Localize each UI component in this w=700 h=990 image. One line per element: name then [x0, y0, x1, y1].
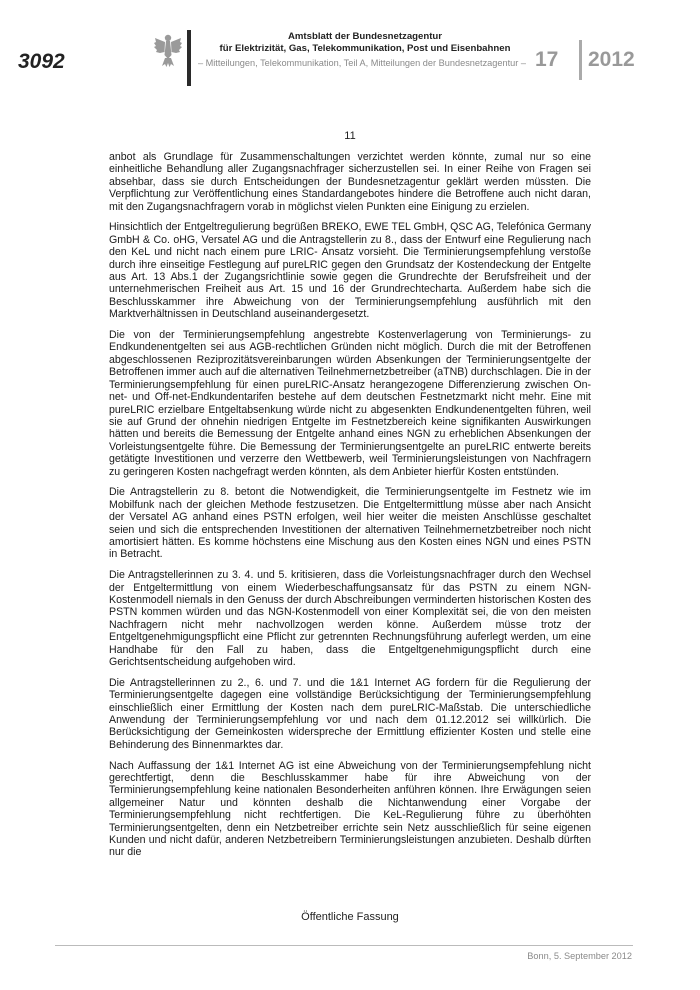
paragraph: Die Antragstellerin zu 8. betont die Notwendigkeit, die Terminierungsentgelte im Festnetz wie im Mobilfunk nach der gleichen Methode festzusetzen. Die Entgeltermittlung müsse aber nach Ansicht der Versatel AG anhand eines PSTN erfolgen, weil hier weiter die meisten Anschlüsse geschaltet seien und sich die entsprechenden Investitionen der alternativen Teilnehmernetzbetreiber noch nicht amortisiert hätten. Es komme höchstens eine Mischung aus den Kosten eines NGN und eines PSTN in Betracht. — [109, 486, 591, 561]
footer-date: Bonn, 5. September 2012 — [527, 951, 632, 961]
footer-divider — [55, 945, 633, 946]
paragraph: anbot als Grundlage für Zusammenschaltungen verzichtet werden könnte, zumal nur so eine einheitliche Behandlung aller Zugangsnachfrager sicherzustellen sei. In einer Reihe von Fragen sei absehbar, dass sie durch Entscheidungen der Bundesnetzagentur geklärt werden müssten. Die Verpflichtung zur Veröffentlichung eines Standardangebotes hindere die Betroffene auch nicht daran, mit den Zugangsnachfragern vorab in möglichst vielen Punkten eine Einigung zu erzielen. — [109, 151, 591, 213]
journal-title-line-2: für Elektrizität, Gas, Telekommunikation, Post und Eisenbahnen — [219, 43, 511, 54]
journal-title-line-1: Amtsblatt der Bundesnetzagentur — [287, 31, 443, 42]
paragraph: Die Antragstellerinnen zu 3. 4. und 5. kritisieren, dass die Vorleistungsnachfrager durch den Wechsel der Entgeltermittlung von einem Wiederbeschaffungsansatz für das PSTN zu einem NGN-Kostenmodell niemals in den Genuss der durch Abschreibungen verminderten historischen Kosten des PSTN kommen würden und das NGN-Kostenmodell von einer Komplexität sei, die von den meisten Nachfragern nicht mehr nachvollzogen werden könne. Außerdem müsse trotz der Entgeltgenehmigungspflicht eine Pflicht zur getrennten Rechnungsführung auferlegt werden, um eine Handhabe für den Fall zu haben, dass die Entgeltgenehmigungspflicht durch eine Gerichtsentscheidung aufgehoben wird. — [109, 569, 591, 668]
body-text — [109, 151, 591, 867]
paragraph: Nach Auffassung der 1&1 Internet AG ist eine Abweichung von der Terminierungsempfehlung nicht gerechtfertigt, denn die Beschlusskammer habe für ihre Abweichung von der Terminierungsempfehlung keine nationalen Besonderheiten anführen können. Ihre Erwägungen seien allgemeiner Natur und könnten deshalb die Nichtanwendung einer Vorgabe der Terminierungsempfehlung nicht rechtfertigen. Die KeL-Regulierung führe zu überhöhten Terminierungsentgelten, denn ein Netzbetreiber errichte sein Netz ausschließlich für seine eigenen Kunden und nicht dafür, anderen Netzbetreibern Terminierungsleistungen anzubieten. Deshalb dürften nur die — [109, 759, 591, 859]
paragraph: Die Antragstellerinnen zu 2., 6. und 7. und die 1&1 Internet AG fordern für die Regulierung der Terminierungsentgelte dagegen eine vollständige Berücksichtigung der Terminierungsempfehlung einschließlich einer Ermittlung der Kosten nach dem pureLRIC-Maßstab. Die unterschiedliche Anwendung der Terminierungsempfehlung vor und nach dem 01.12.2012 sei willkürlich. Die Berücksichtigung der Gemeinkosten widerspreche der Ermittlung effizienter Kosten und stelle eine Behinderung des Binnenmarktes dar. — [109, 676, 591, 751]
federal-eagle-icon — [153, 33, 183, 69]
header-divider — [187, 30, 191, 86]
footer-label: Öffentliche Fassung — [301, 911, 399, 923]
journal-subtitle: – Mitteilungen, Telekommunikation, Teil A, Mitteilungen der Bundesnetzagentur – — [197, 58, 526, 68]
document-page-label: 11 — [344, 130, 356, 142]
issue-divider — [579, 40, 582, 80]
paragraph: Die von der Terminierungsempfehlung angestrebte Kostenverlagerung von Terminierungs- zu Endkundenentgelten sei aus AGB-rechtlichen Gründen nicht möglich. Durch die mit der Betroffenen abgeschlossenen Reziprozitätsvereinbarungen würden Absenkungen der Terminierungsentgelte der Betroffenen immer auch auf die alternativen Teilnehmernetzbetreiber (aTNB) durchschlagen. Die in der Terminierungsempfehlung für einen pureLRIC-Ansatz herangezogene Differenzierung zwischen On-net- und Off-net-Endkundentarifen bestehe auf dem deutschen Festnetzmarkt nicht mehr. Eine mit pureLRIC erzielbare Entgeltabsenkung würde nicht zu abgesenkten Endkundenentgelten führen, weil sie auf Grund der ohnehin niedrigen Entgelte im Festnetzbereich keine signifikanten Auswirkungen hätten und bereits die Bemessung der Entgelte anhand eines NGN zu erheblichen Absenkungen der Vorleistungsentgelte führe. Die Bemessung der Terminierungsentgelte an pureLRIC entwerte bereits getätigte Investitionen und verzerre den Wettbewerb, weil Terminierungsleistungen von Nachfragern zu geringeren Kosten nachgefragt werden könnten, als dem Anbieter hierfür Kosten entstünden. — [109, 329, 591, 478]
journal-title — [200, 31, 530, 55]
paragraph: Hinsichtlich der Entgeltregulierung begrüßen BREKO, EWE TEL GmbH, QSC AG, Telefónica Germany GmbH & Co. oHG, Versatel AG und die Antragstellerin zu 8., dass der Entwurf eine Regulierung nach den KeL und nicht nach einem pure LRIC- Ansatz vorsieht. Die Terminierungsempfehlung verstoße durch ihre einseitige Festlegung auf pureLRIC gegen den Grundsatz der Kostendeckung der Entgelte aus Art. 13 Abs.1 der Zugangsrichtlinie sowie gegen die Grundrechte der Berufsfreiheit und der unternehmerischen Freiheit aus Art. 15 und 16 der Grundrechtecharta. Außerdem habe sich die Beschlusskammer ihre Abweichung von der Terminierungsempfehlung ausführlich mit den Marktverhältnissen in Deutschland auseinandergesetzt. — [109, 221, 591, 321]
issue-year: 2012 — [588, 48, 635, 71]
page-number: 3092 — [18, 50, 65, 73]
issue-number: 17 — [535, 48, 559, 71]
